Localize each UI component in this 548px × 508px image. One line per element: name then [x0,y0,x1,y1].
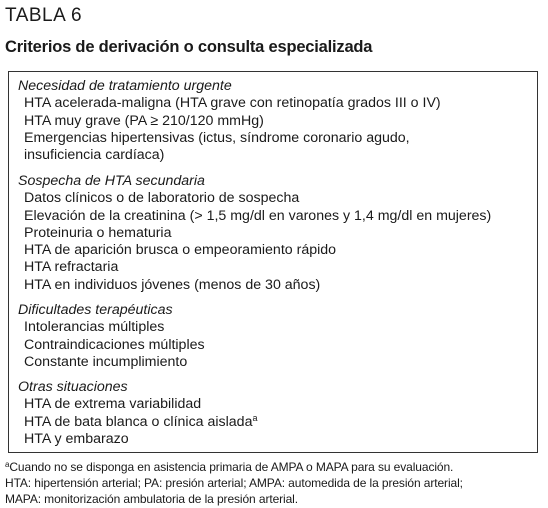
list-item: Contraindicaciones múltiples [24,336,205,353]
footnotes [5,459,541,507]
list-item: Proteinuria o hematuria [24,224,172,241]
section-heading: Otras situaciones [18,379,128,395]
list-item: Constante incumplimiento [24,353,188,370]
list-item: Elevación de la creatinina (> 1,5 mg/dl en varones y 1,4 mg/dl en mujeres) [24,207,492,224]
table-title: Criterios de derivación o consulta especializada [5,38,373,56]
section-heading: Dificultades terapéuticas [18,302,173,318]
section-other-situations [18,379,257,448]
list-item: Intolerancias múltiples [24,319,165,336]
section-therapeutic-difficulties [18,302,205,371]
section-secondary-hta [18,173,491,294]
section-heading: Necesidad de tratamiento urgente [18,78,232,94]
abbreviations-line: MAPA: monitorización ambulatoria de la presión arterial. [5,492,298,506]
criteria-box [8,71,538,453]
list-item: HTA de extrema variabilidad [24,396,202,413]
list-item: HTA muy grave (PA ≥ 210/120 mmHg) [24,112,264,129]
list-item: HTA refractaria [24,259,119,276]
list-item: HTA de aparición brusca o empeoramiento rápido [24,242,337,259]
list-item: Datos clínicos o de laboratorio de sospecha [24,190,300,207]
list-item: Emergencias hipertensivas (ictus, síndrome coronario agudo, [24,129,410,146]
footnote-marker: a [5,460,10,469]
list-item [18,414,257,431]
section-heading: Sospecha de HTA secundaria [18,173,205,189]
footnote-text: Cuando no se disponga en asistencia primaria de AMPA o MAPA para su evaluación. [9,460,454,474]
list-item: insuficiencia cardíaca) [24,147,165,164]
footnote-marker: a [252,412,258,423]
list-item: HTA en individuos jóvenes (menos de 30 años) [24,276,321,293]
list-item: HTA acelerada-maligna (HTA grave con retinopatía grados III o IV) [24,95,441,112]
section-urgent-treatment [18,78,441,164]
abbreviations-line: HTA: hipertensión arterial; PA: presión arterial; AMPA: automedida de la presión arterial; [5,476,463,490]
list-item: HTA y embarazo [24,430,129,447]
footnote-a [5,459,541,475]
table-number: TABLA 6 [5,5,83,26]
list-item-text: HTA de bata blanca o clínica aislada [24,413,253,430]
